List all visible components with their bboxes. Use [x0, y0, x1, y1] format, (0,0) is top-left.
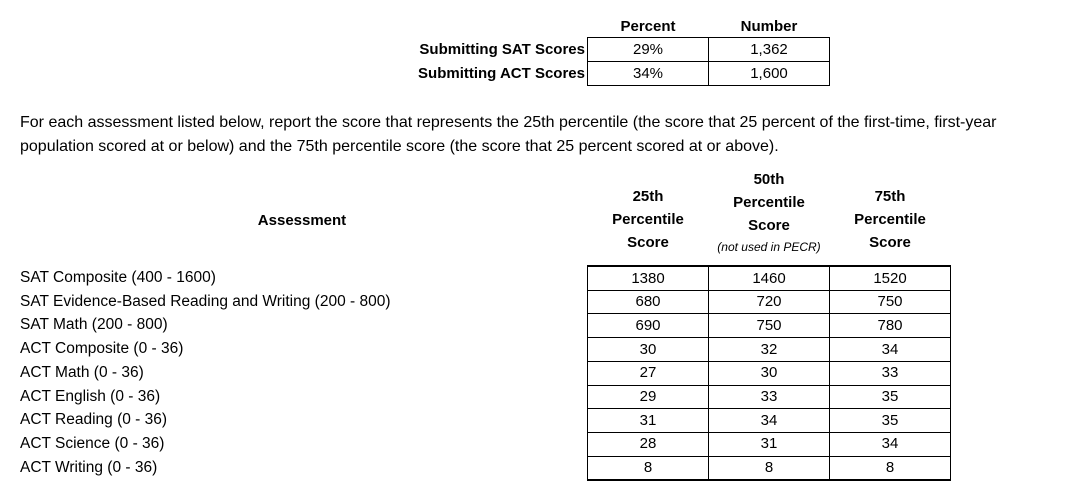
- p75-score-cell: 33: [881, 364, 899, 382]
- assessment-label: SAT Composite (400 - 1600): [20, 269, 216, 286]
- p25-score-cell: 30: [639, 340, 657, 358]
- scores-table-top-border: [587, 265, 951, 267]
- assessment-label: ACT Reading (0 - 36): [20, 411, 168, 429]
- scores-row-border: [587, 408, 951, 409]
- assessment-label: SAT Evidence-Based Reading and Writing (200 - 800): [20, 292, 391, 310]
- p50-score-cell: 750: [756, 316, 782, 334]
- p50-score-cell: 30: [760, 364, 778, 382]
- act-percent-cell: 34%: [632, 65, 664, 82]
- p25-column-header: [588, 185, 708, 254]
- number-column-header: Number: [740, 18, 798, 35]
- p75-score-cell: 1520: [873, 269, 907, 287]
- scores-row-border: [587, 313, 951, 314]
- scores-table-divider-2: [829, 265, 830, 480]
- p25-score-cell: 27: [639, 364, 657, 382]
- p25-score-cell: 8: [643, 459, 653, 477]
- p25-header-line3: Score: [627, 234, 669, 251]
- assessment-label: SAT Math (200 - 800): [20, 316, 168, 334]
- p75-column-header: [830, 185, 950, 254]
- p50-score-cell: 33: [760, 388, 778, 405]
- sub-table-right-border: [829, 37, 830, 86]
- p50-not-used-note: (not used in PECR): [717, 240, 821, 254]
- percent-column-header: Percent: [620, 18, 676, 35]
- instructions-line-1: For each assessment listed below, report the score that represents the 25th percentile (the score that 25 percent of the first-time, first-year: [20, 114, 997, 131]
- p75-score-cell: 34: [881, 340, 899, 358]
- assessment-label: ACT Science (0 - 36): [20, 434, 165, 452]
- p25-score-cell: 690: [635, 316, 661, 334]
- p50-score-cell: 1460: [752, 269, 786, 287]
- p75-header-line3: Score: [869, 234, 911, 251]
- p50-score-cell: 32: [760, 340, 778, 358]
- scores-row-border: [587, 337, 951, 338]
- p50-score-cell: 31: [760, 435, 778, 453]
- p25-score-cell: 28: [639, 435, 657, 453]
- scores-row-border: [587, 432, 951, 433]
- p50-column-header: [709, 168, 829, 237]
- p75-score-cell: 780: [877, 316, 903, 334]
- p75-header-line1: 75th: [874, 188, 906, 205]
- scores-row-border: [587, 290, 951, 291]
- p25-score-cell: 1380: [631, 269, 665, 287]
- scores-row-border: [587, 385, 951, 386]
- sat-submitting-label: Submitting SAT Scores: [419, 41, 585, 58]
- p50-header-line1: 50th: [753, 171, 785, 188]
- assessment-label: ACT Composite (0 - 36): [20, 340, 184, 358]
- scores-table-right-border: [950, 265, 951, 480]
- sat-percent-cell: 29%: [632, 41, 664, 58]
- p75-score-cell: 34: [881, 435, 899, 453]
- scores-row-border: [587, 456, 951, 457]
- act-number-cell: 1,600: [750, 65, 788, 82]
- p75-score-cell: 750: [877, 293, 903, 311]
- sub-table-divider: [708, 37, 709, 86]
- assessment-label: ACT Writing (0 - 36): [20, 458, 158, 476]
- scores-row-border: [587, 479, 951, 481]
- p25-score-cell: 680: [635, 293, 661, 311]
- sat-number-cell: 1,362: [750, 41, 788, 58]
- p50-header-line2: Percentile: [733, 194, 805, 211]
- scores-table-divider-1: [708, 265, 709, 480]
- p50-score-cell: 34: [760, 411, 778, 429]
- assessment-label: ACT English (0 - 36): [20, 387, 161, 405]
- p75-score-cell: 8: [885, 459, 895, 477]
- assessment-label: ACT Math (0 - 36): [20, 363, 144, 381]
- p50-score-cell: 720: [756, 293, 782, 311]
- scores-row-border: [587, 361, 951, 362]
- p50-score-cell: 8: [764, 459, 774, 477]
- p75-header-line2: Percentile: [854, 211, 926, 228]
- p75-score-cell: 35: [881, 388, 899, 405]
- assessment-column-header: Assessment: [257, 212, 347, 229]
- scores-table-left-border: [587, 265, 588, 480]
- p25-score-cell: 31: [639, 411, 657, 429]
- act-submitting-label: Submitting ACT Scores: [418, 65, 585, 82]
- p25-header-line1: 25th: [632, 188, 664, 205]
- instructions-line-2: population scored at or below) and the 75th percentile score (the score that 25 percent scored at or above).: [20, 138, 779, 155]
- instructions-paragraph: [20, 111, 1072, 159]
- sub-table-left-border: [587, 37, 588, 86]
- p50-header-line3: Score: [748, 217, 790, 234]
- p75-score-cell: 35: [881, 411, 899, 429]
- p25-score-cell: 29: [639, 388, 657, 405]
- p25-header-line2: Percentile: [612, 211, 684, 228]
